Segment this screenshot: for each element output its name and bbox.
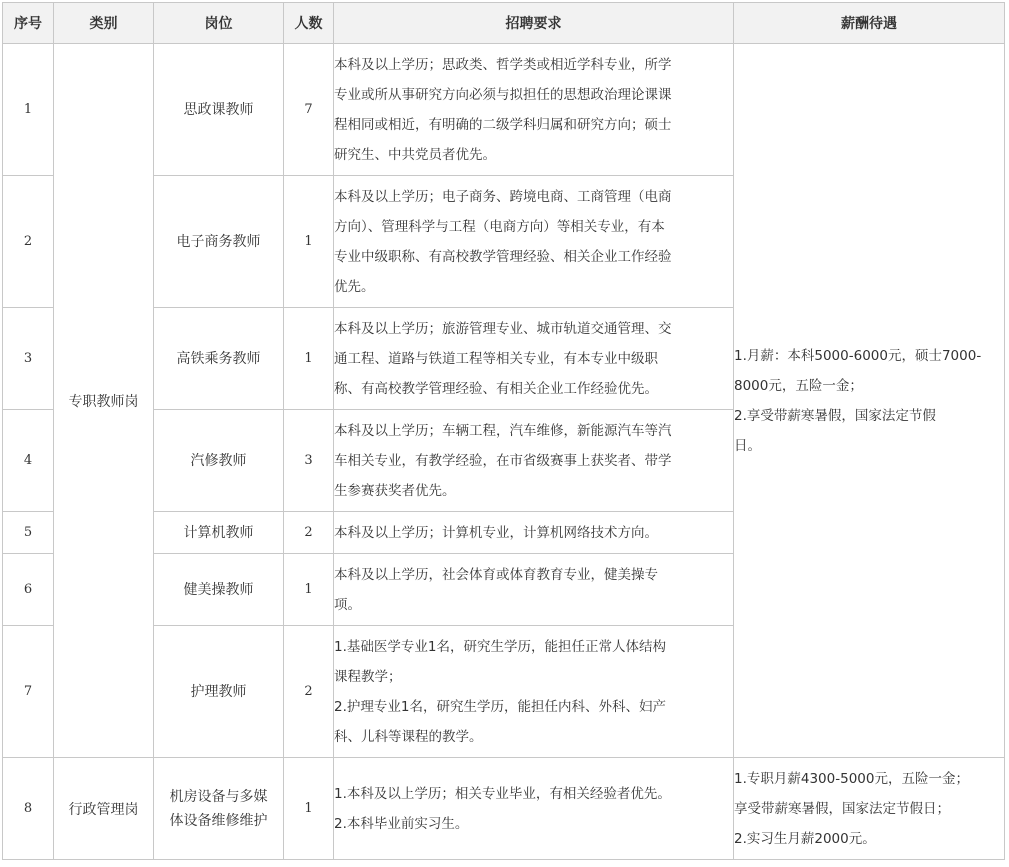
salary-line: 1.专职月薪4300-5000元，五险一金； [734, 770, 969, 787]
row-no: 3 [3, 308, 54, 410]
row-requirements [334, 758, 734, 860]
table-row [3, 44, 1005, 176]
requirement-line: 研究生、中共党员者优先。 [334, 146, 496, 163]
requirement-line: 本科及以上学历；电子商务、跨境电商、工商管理（电商 [334, 188, 672, 205]
header-position: 岗位 [154, 3, 284, 44]
row-requirements [334, 554, 734, 626]
row-position: 高铁乘务教师 [154, 308, 284, 410]
row-no: 7 [3, 626, 54, 758]
requirement-line: 车相关专业，有教学经验，在市省级赛事上获奖者、带学 [334, 452, 672, 469]
row-position: 汽修教师 [154, 410, 284, 512]
table-row [3, 758, 1005, 860]
requirement-line: 优先。 [334, 278, 375, 295]
header-no: 序号 [3, 3, 54, 44]
row-count: 1 [284, 758, 334, 860]
table-header-row [3, 3, 1005, 44]
row-count: 2 [284, 626, 334, 758]
row-requirements [334, 626, 734, 758]
row-category: 行政管理岗 [54, 758, 154, 860]
row-no: 4 [3, 410, 54, 512]
row-position: 电子商务教师 [154, 176, 284, 308]
row-position: 思政课教师 [154, 44, 284, 176]
position-line: 机房设备与多媒 [169, 788, 268, 805]
requirement-line: 称、有高校教学管理经验、有相关企业工作经验优先。 [334, 380, 658, 397]
row-requirements [334, 512, 734, 554]
requirement-line: 2.本科毕业前实习生。 [334, 815, 469, 832]
requirement-line: 方向）、管理科学与工程（电商方向）等相关专业，有本 [334, 218, 665, 235]
row-count: 7 [284, 44, 334, 176]
header-count: 人数 [284, 3, 334, 44]
salary-line: 2.实习生月薪2000元。 [734, 830, 876, 847]
row-position: 计算机教师 [154, 512, 284, 554]
row-count: 1 [284, 554, 334, 626]
row-no: 8 [3, 758, 54, 860]
row-position: 健美操教师 [154, 554, 284, 626]
row-count: 1 [284, 308, 334, 410]
salary-line: 8000元，五险一金； [734, 377, 863, 394]
requirement-line: 专业或所从事研究方向必须与拟担任的思想政治理论课课 [334, 86, 672, 103]
header-requirements: 招聘要求 [334, 3, 734, 44]
row-no: 5 [3, 512, 54, 554]
requirement-line: 本科及以上学历；思政类、哲学类或相近学科专业，所学 [334, 56, 672, 73]
row-requirements [334, 176, 734, 308]
row-no: 2 [3, 176, 54, 308]
row-salary [734, 758, 1005, 860]
requirement-line: 通工程、道路与铁道工程等相关专业，有本专业中级职 [334, 350, 658, 367]
requirement-line: 科、儿科等课程的教学。 [334, 728, 483, 745]
row-count: 3 [284, 410, 334, 512]
row-no: 1 [3, 44, 54, 176]
requirement-line: 本科及以上学历；车辆工程，汽车维修，新能源汽车等汽 [334, 422, 672, 439]
requirement-line: 本科及以上学历；旅游管理专业、城市轨道交通管理、交 [334, 320, 672, 337]
row-position [154, 758, 284, 860]
requirement-line: 项。 [334, 596, 361, 613]
row-count: 2 [284, 512, 334, 554]
salary-line: 享受带薪寒暑假，国家法定节假日； [734, 800, 950, 817]
row-salary [734, 44, 1005, 758]
salary-line: 日。 [734, 437, 761, 454]
requirement-line: 专业中级职称、有高校教学管理经验、相关企业工作经验 [334, 248, 672, 265]
salary-line: 1.月薪：本科5000-6000元，硕士7000- [734, 347, 982, 364]
recruitment-table [2, 2, 1005, 860]
row-position: 护理教师 [154, 626, 284, 758]
row-requirements [334, 308, 734, 410]
row-requirements [334, 44, 734, 176]
row-category: 专职教师岗 [54, 44, 154, 758]
row-no: 6 [3, 554, 54, 626]
row-count: 1 [284, 176, 334, 308]
header-category: 类别 [54, 3, 154, 44]
requirement-line: 程相同或相近，有明确的二级学科归属和研究方向；硕士 [334, 116, 672, 133]
requirement-line: 生参赛获奖者优先。 [334, 482, 456, 499]
requirement-line: 本科及以上学历；计算机专业，计算机网络技术方向。 [334, 524, 658, 541]
requirement-line: 课程教学； [334, 668, 402, 685]
salary-line: 2.享受带薪寒暑假，国家法定节假 [734, 407, 936, 424]
requirement-line: 2.护理专业1名，研究生学历，能担任内科、外科、妇产 [334, 698, 666, 715]
requirement-line: 本科及以上学历，社会体育或体育教育专业，健美操专 [334, 566, 658, 583]
header-salary: 薪酬待遇 [734, 3, 1005, 44]
requirement-line: 1.基础医学专业1名，研究生学历，能担任正常人体结构 [334, 638, 666, 655]
row-requirements [334, 410, 734, 512]
position-line: 体设备维修维护 [169, 812, 268, 829]
requirement-line: 1.本科及以上学历；相关专业毕业，有相关经验者优先。 [334, 785, 671, 802]
